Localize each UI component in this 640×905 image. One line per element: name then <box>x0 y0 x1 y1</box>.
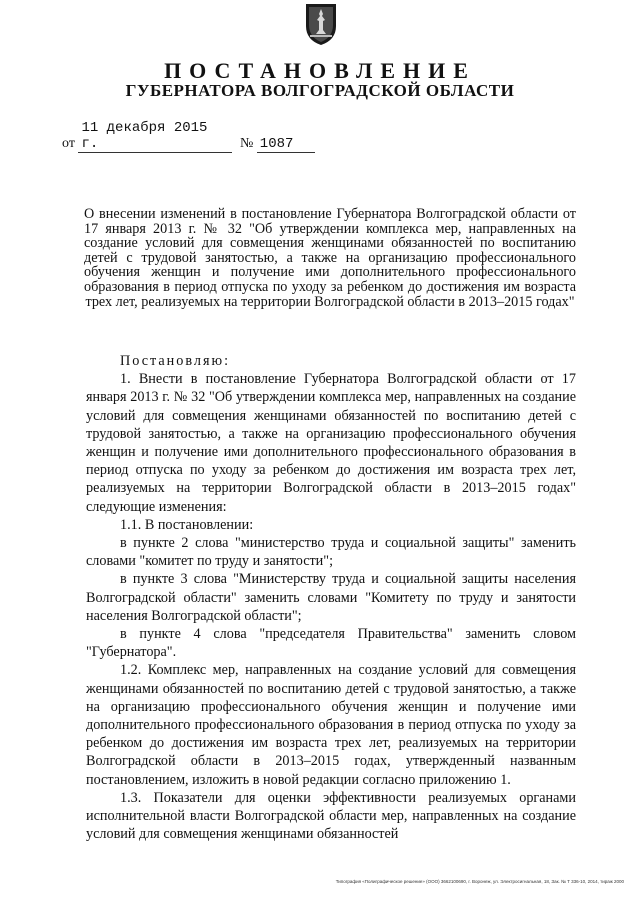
paragraph: 1.1. В постановлении: <box>120 516 254 533</box>
paragraph: 1.3. Показатели для оценки эффективности реализуемых органами исполнительной власти Волгоградской области мер, направленных на создание условий для совмещения женщинами обязанностей <box>86 789 576 843</box>
document-subject: О внесении изменений в постановление Губернатора Волгоградской области от 17 января 2013 г. № 32 "Об утверждении комплекса мер, направленных на создание условий для совмещения женщинами обязанностей по воспитанию детей с трудовой занятостью, а также на организацию профессионального обучения женщин и получение ими дополнительного профессионального образования в период отпуска по уходу за ребенком до достижения им возраста трех лет, реализуемых на территории Волгоградской области в 2013–2015 годах" <box>84 206 576 310</box>
date-number-line <box>62 120 315 153</box>
paragraph: 1.2. Комплекс мер, направленных на создание условий для совмещения женщинами обязанностей по воспитанию детей с трудовой занятостью, а также на организацию профессионального обучения женщин и получение ими дополнительного профессионального образования в период отпуска по уходу за ребенком до достижения им возраста трех лет, реализуемых на территории Волгоградской области в 2013–2015 годах, утвержденный названным постановлением, изложить в новой редакции согласно приложению 1. <box>86 662 576 788</box>
date-prefix: от <box>62 136 75 151</box>
decree-heading: Постановляю: <box>120 353 231 369</box>
document-title: ПОСТАНОВЛЕНИЕ <box>164 58 476 83</box>
document-body <box>86 352 576 843</box>
coat-of-arms-emblem <box>304 2 338 46</box>
document-number: 1087 <box>257 136 315 153</box>
document-date: 11 декабря 2015 г. <box>78 120 232 153</box>
paragraph: в пункте 4 слова "председателя Правительства" заменить словом "Губернатора". <box>86 626 576 661</box>
number-prefix: № <box>239 136 254 151</box>
paragraph: в пункте 3 слова "Министерству труда и социальной защиты населения Волгоградской области" заменить словами "Комитету по труду и занятости населения Волгоградской области"; <box>86 571 576 624</box>
paragraph: в пункте 2 слова "министерство труда и социальной защиты" заменить словами "комитет по труду и занятости"; <box>86 535 576 570</box>
document-issuer: ГУБЕРНАТОРА ВОЛГОГРАДСКОЙ ОБЛАСТИ <box>125 81 515 100</box>
print-footer: Типография «Полиграфическое решение» (ООО) 3662100690, г. Воронеж, ул. Электросигнальная, 18, Зак. № Т 336-10, 2014, тираж 2000 <box>335 879 624 884</box>
paragraph: 1. Внести в постановление Губернатора Волгоградской области от 17 января 2013 г. № 32 "Об утверждении комплекса мер, направленных на создание условий для совмещения женщинами обязанностей по воспитанию детей с трудовой занятостью, а также на организацию профессионального обучения женщин и получение ими дополнительного профессионального образования в период отпуска по уходу за ребенком до достижения им возраста трех лет, реализуемых на территории Волгоградской области в 2013–2015 годах" следующие изменения: <box>86 371 576 515</box>
